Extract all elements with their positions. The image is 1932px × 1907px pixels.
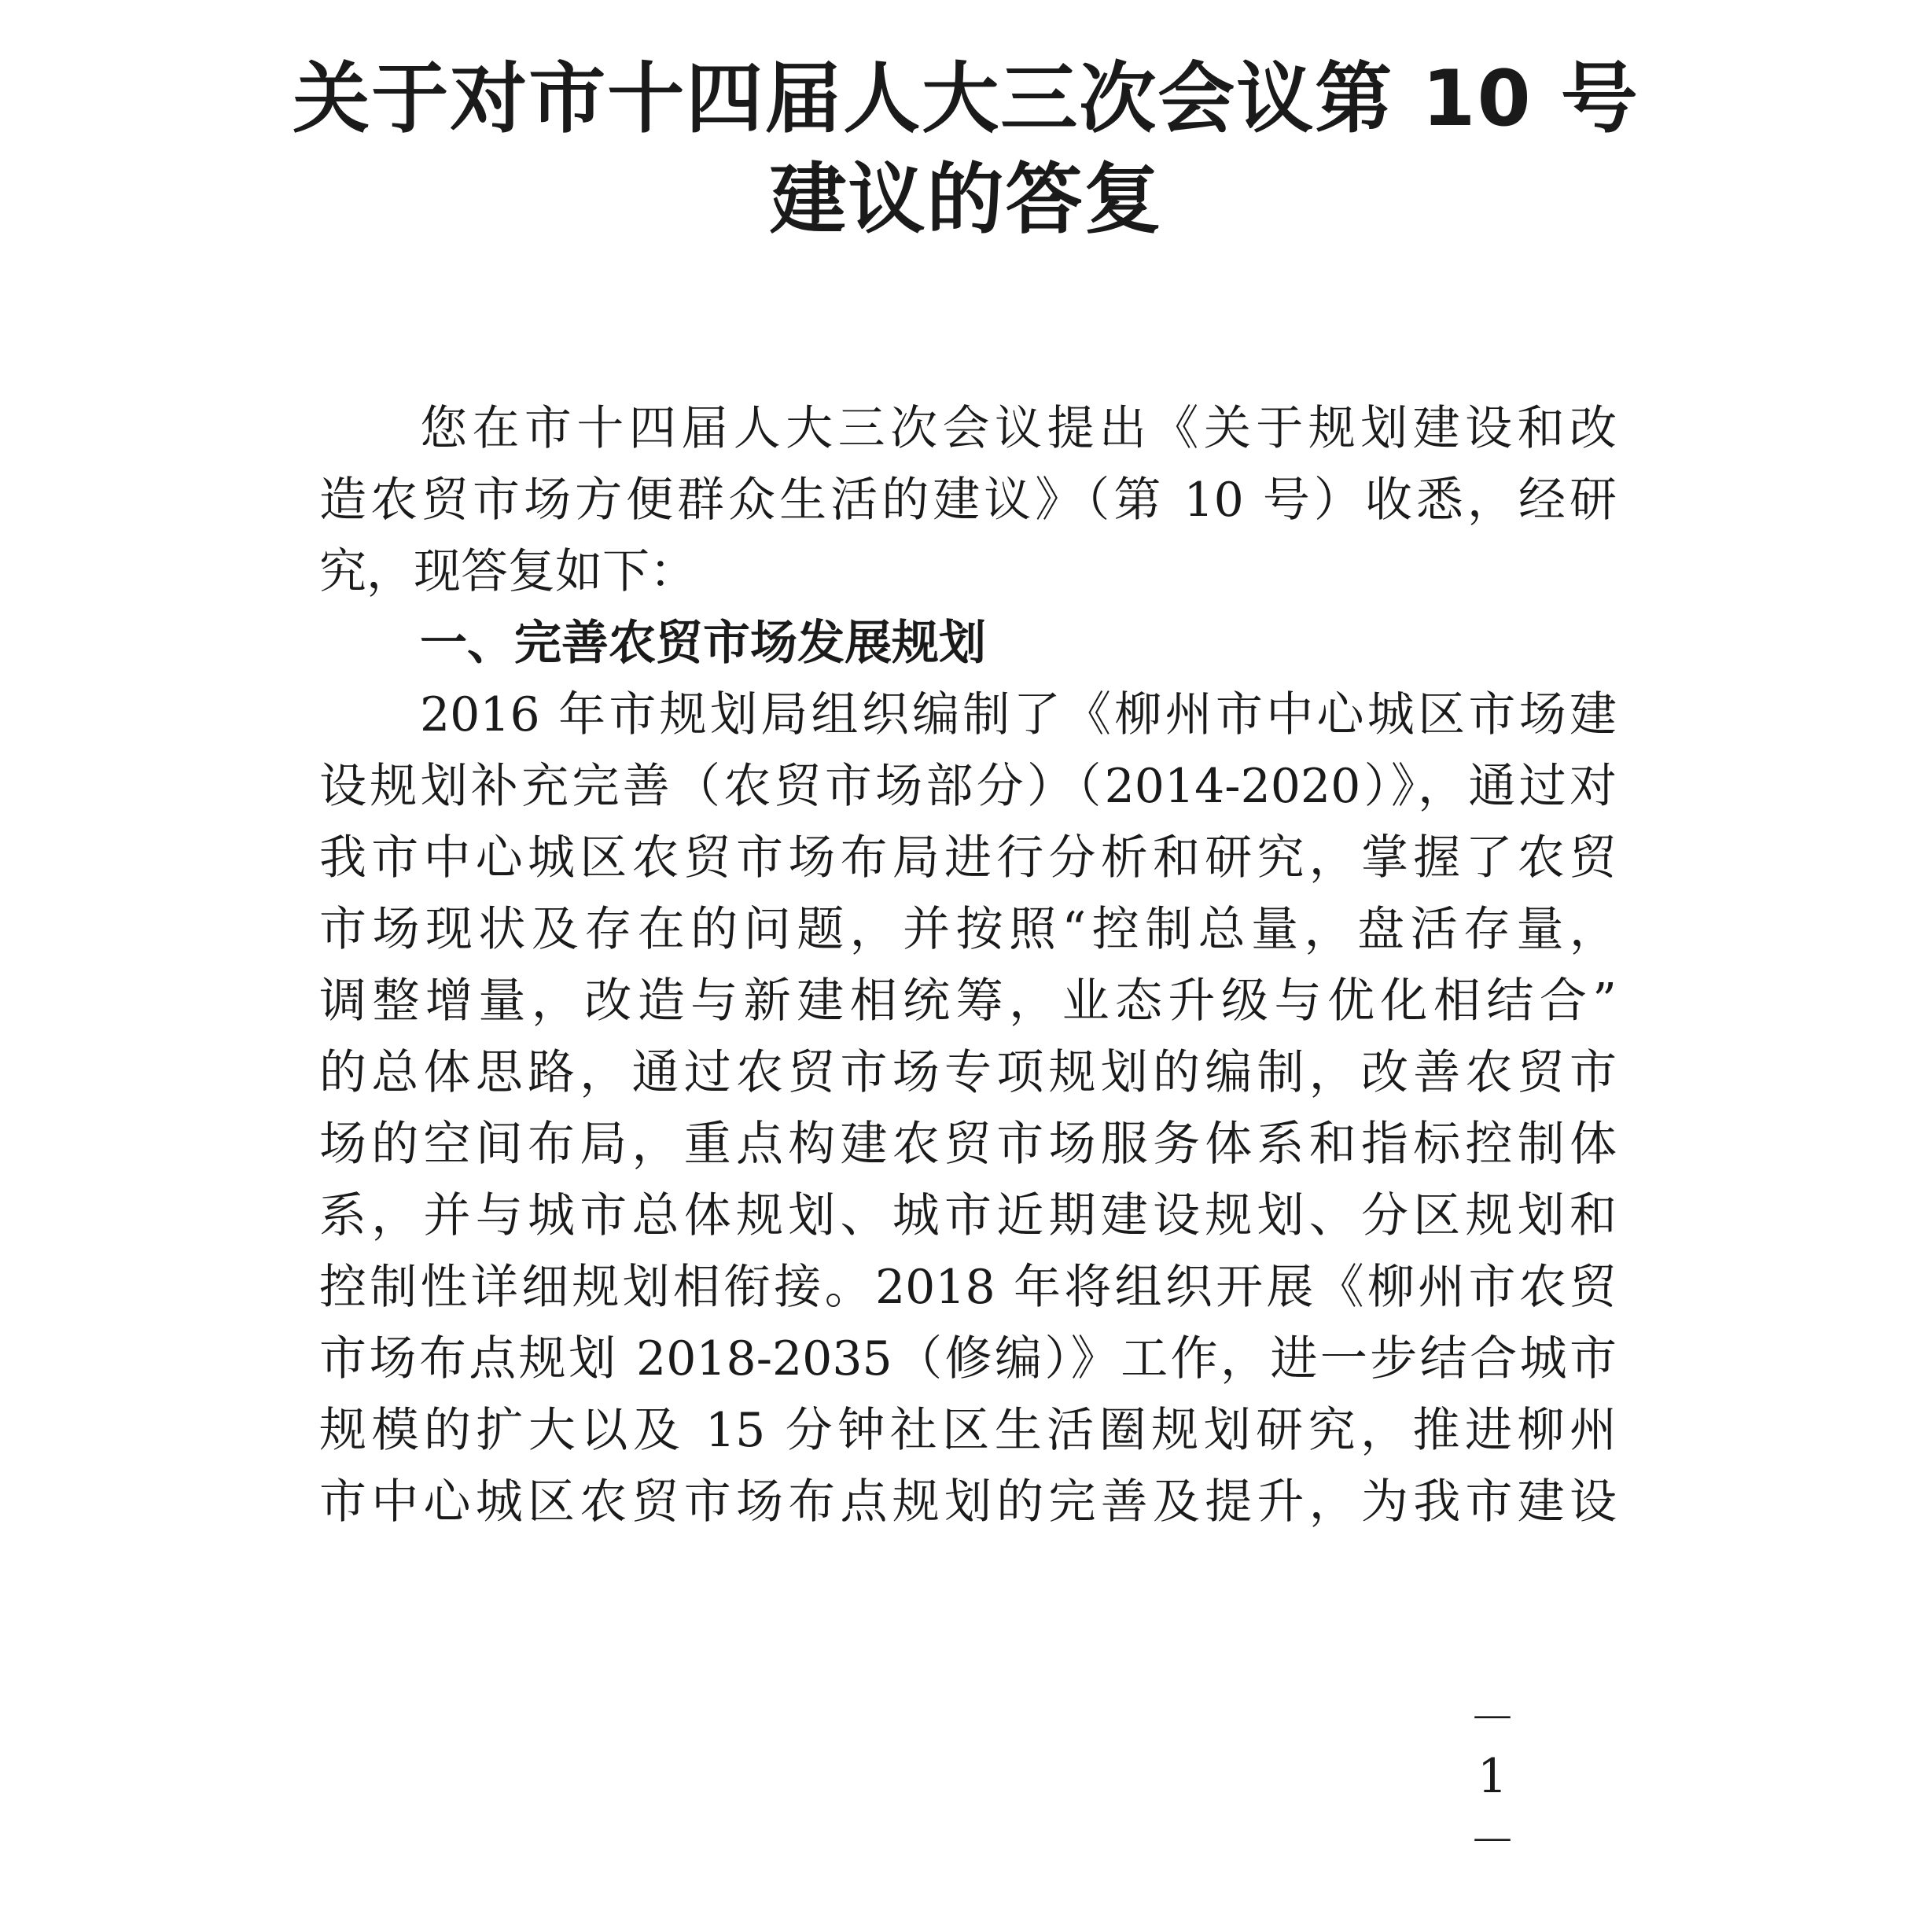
text-line: 设规划补充完善（农贸市场部分）（2014-2020）》，通过对 [319,759,1617,814]
text-line: 场的空间布局，重点构建农贸市场服务体系和指标控制体 [319,1117,1617,1172]
text-line: 市场布点规划 2018-2035（修编）》工作，进一步结合城市 [319,1331,1617,1386]
text-line: 造农贸市场方便群众生活的建议》（第 10 号）收悉，经研 [319,473,1617,528]
paragraph-opening [319,393,1617,608]
document-body [319,393,1617,1538]
text-line: 控制性详细规划相衔接。2018 年将组织开展《柳州市农贸 [319,1260,1617,1315]
text-line: 究，现答复如下： [319,544,697,599]
text-line: 2016 年市规划局组织编制了《柳州市中心城区市场建 [420,687,1617,742]
text-line: 您在市十四届人大三次会议提出《关于规划建设和改 [420,401,1617,456]
document-title [0,49,1932,250]
text-line: 市中心城区农贸市场布点规划的完善及提升，为我市建设 [319,1474,1617,1530]
page-number: － 1 － [1469,1692,1527,1869]
text-line: 规模的扩大以及 15 分钟社区生活圈规划研究，推进柳州 [319,1403,1617,1458]
title-line: 建议的答复 [769,155,1163,245]
text-line: 的总体思路，通过农贸市场专项规划的编制，改善农贸市 [319,1045,1617,1100]
text-line: 调整增量，改造与新建相统筹，业态升级与优化相结合” [319,974,1617,1029]
text-line: 我市中心城区农贸市场布局进行分析和研究，掌握了农贸 [319,830,1617,885]
text-line: 市场现状及存在的问题，并按照“控制总量，盘活存量， [319,902,1617,957]
text-line: 系，并与城市总体规划、城市近期建设规划、分区规划和 [319,1188,1617,1243]
section-heading: 一、完善农贸市场发展规划 [420,616,986,671]
title-line: 关于对市十四届人大三次会议第 10 号 [293,54,1639,144]
paragraph-section-1 [319,679,1617,1538]
